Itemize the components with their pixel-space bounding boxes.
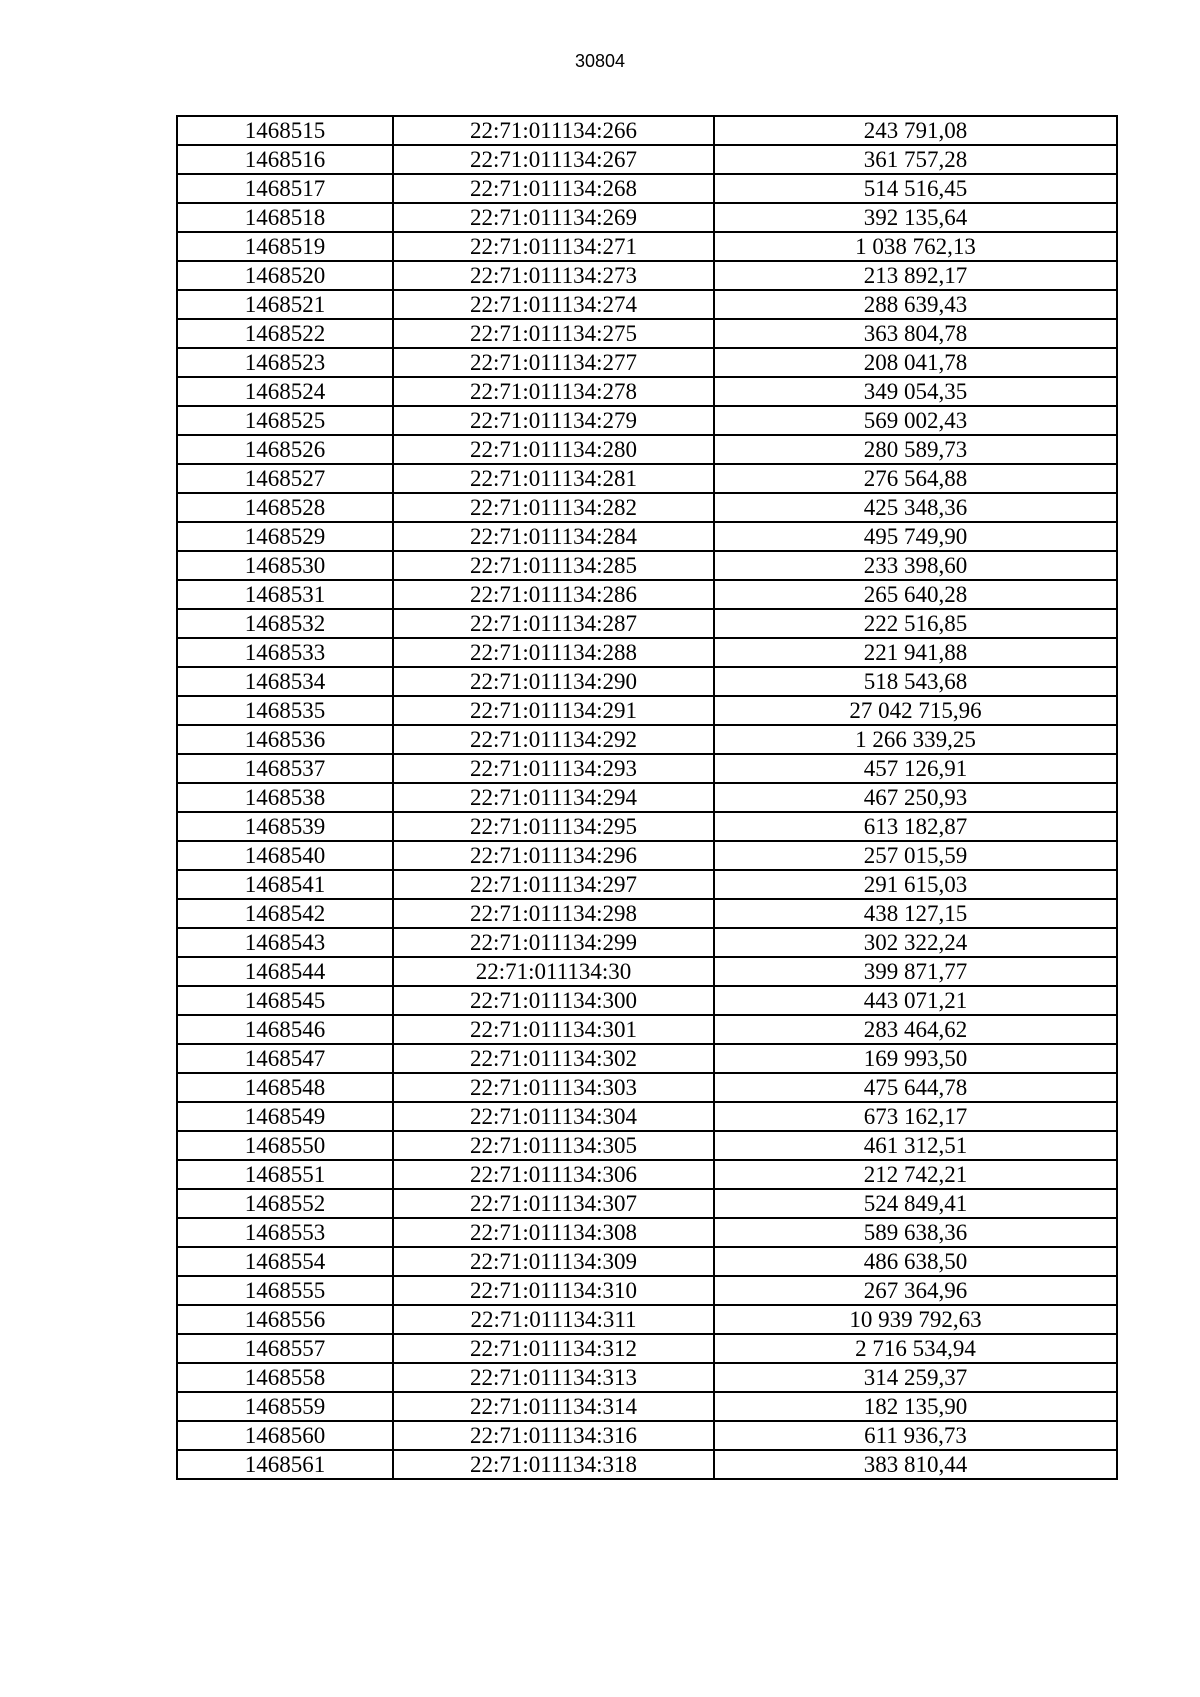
table-row (177, 261, 1117, 290)
cadastral-number-cell: 22:71:011134:292 (393, 725, 714, 754)
cadastral-number-cell: 22:71:011134:290 (393, 667, 714, 696)
row-number-cell: 1468519 (177, 232, 393, 261)
table-row (177, 1131, 1117, 1160)
cadastral-value-cell: 514 516,45 (714, 174, 1117, 203)
cadastral-number-cell: 22:71:011134:269 (393, 203, 714, 232)
cadastral-value-cell: 27 042 715,96 (714, 696, 1117, 725)
cadastral-value-cell: 212 742,21 (714, 1160, 1117, 1189)
row-number-cell: 1468535 (177, 696, 393, 725)
cadastral-number-cell: 22:71:011134:296 (393, 841, 714, 870)
cadastral-number-cell: 22:71:011134:297 (393, 870, 714, 899)
cadastral-value-cell: 208 041,78 (714, 348, 1117, 377)
cadastral-value-cell: 363 804,78 (714, 319, 1117, 348)
cadastral-value-cell: 283 464,62 (714, 1015, 1117, 1044)
cadastral-number-cell: 22:71:011134:273 (393, 261, 714, 290)
row-number-cell: 1468549 (177, 1102, 393, 1131)
cadastral-number-cell: 22:71:011134:305 (393, 1131, 714, 1160)
table-row (177, 928, 1117, 957)
row-number-cell: 1468543 (177, 928, 393, 957)
cadastral-number-cell: 22:71:011134:309 (393, 1247, 714, 1276)
cadastral-number-cell: 22:71:011134:277 (393, 348, 714, 377)
cadastral-value-cell: 302 322,24 (714, 928, 1117, 957)
table-row (177, 319, 1117, 348)
cadastral-number-cell: 22:71:011134:311 (393, 1305, 714, 1334)
row-number-cell: 1468529 (177, 522, 393, 551)
cadastral-number-cell: 22:71:011134:308 (393, 1218, 714, 1247)
row-number-cell: 1468531 (177, 580, 393, 609)
cadastral-value-cell: 461 312,51 (714, 1131, 1117, 1160)
row-number-cell: 1468527 (177, 464, 393, 493)
cadastral-number-cell: 22:71:011134:304 (393, 1102, 714, 1131)
cadastral-value-cell: 611 936,73 (714, 1421, 1117, 1450)
row-number-cell: 1468546 (177, 1015, 393, 1044)
cadastral-number-cell: 22:71:011134:271 (393, 232, 714, 261)
table-body (177, 116, 1117, 1479)
table-row (177, 754, 1117, 783)
cadastral-number-cell: 22:71:011134:291 (393, 696, 714, 725)
table-row (177, 116, 1117, 145)
table-row (177, 406, 1117, 435)
row-number-cell: 1468552 (177, 1189, 393, 1218)
table-row (177, 1102, 1117, 1131)
table-row (177, 377, 1117, 406)
page-number: 30804 (574, 51, 626, 71)
table-row (177, 580, 1117, 609)
cadastral-value-cell: 257 015,59 (714, 841, 1117, 870)
row-number-cell: 1468557 (177, 1334, 393, 1363)
table-row (177, 1450, 1117, 1479)
cadastral-value-cell: 291 615,03 (714, 870, 1117, 899)
cadastral-number-cell: 22:71:011134:293 (393, 754, 714, 783)
row-number-cell: 1468540 (177, 841, 393, 870)
cadastral-number-cell: 22:71:011134:267 (393, 145, 714, 174)
row-number-cell: 1468542 (177, 899, 393, 928)
cadastral-value-cell: 475 644,78 (714, 1073, 1117, 1102)
table-row (177, 435, 1117, 464)
table-row (177, 696, 1117, 725)
table-row (177, 1305, 1117, 1334)
cadastral-value-cell: 399 871,77 (714, 957, 1117, 986)
cadastral-number-cell: 22:71:011134:275 (393, 319, 714, 348)
table-row (177, 1247, 1117, 1276)
cadastral-number-cell: 22:71:011134:30 (393, 957, 714, 986)
cadastral-value-cell: 495 749,90 (714, 522, 1117, 551)
table-row (177, 232, 1117, 261)
table-row (177, 1421, 1117, 1450)
table-row (177, 464, 1117, 493)
cadastral-value-cell: 425 348,36 (714, 493, 1117, 522)
cadastral-value-cell: 524 849,41 (714, 1189, 1117, 1218)
row-number-cell: 1468536 (177, 725, 393, 754)
cadastral-number-cell: 22:71:011134:318 (393, 1450, 714, 1479)
table-row (177, 145, 1117, 174)
cadastral-value-cell: 467 250,93 (714, 783, 1117, 812)
row-number-cell: 1468518 (177, 203, 393, 232)
row-number-cell: 1468556 (177, 1305, 393, 1334)
table-row (177, 174, 1117, 203)
cadastral-number-cell: 22:71:011134:314 (393, 1392, 714, 1421)
row-number-cell: 1468537 (177, 754, 393, 783)
cadastral-value-cell: 314 259,37 (714, 1363, 1117, 1392)
cadastral-number-cell: 22:71:011134:303 (393, 1073, 714, 1102)
row-number-cell: 1468520 (177, 261, 393, 290)
cadastral-value-cell: 2 716 534,94 (714, 1334, 1117, 1363)
table-row (177, 812, 1117, 841)
cadastral-number-cell: 22:71:011134:286 (393, 580, 714, 609)
table-row (177, 1363, 1117, 1392)
table-row (177, 1044, 1117, 1073)
cadastral-value-cell: 392 135,64 (714, 203, 1117, 232)
row-number-cell: 1468526 (177, 435, 393, 464)
cadastral-number-cell: 22:71:011134:302 (393, 1044, 714, 1073)
row-number-cell: 1468517 (177, 174, 393, 203)
table-row (177, 1160, 1117, 1189)
row-number-cell: 1468550 (177, 1131, 393, 1160)
row-number-cell: 1468521 (177, 290, 393, 319)
table-row (177, 870, 1117, 899)
cadastral-number-cell: 22:71:011134:274 (393, 290, 714, 319)
cadastral-value-cell: 486 638,50 (714, 1247, 1117, 1276)
table-row (177, 986, 1117, 1015)
table-row (177, 725, 1117, 754)
cadastral-number-cell: 22:71:011134:307 (393, 1189, 714, 1218)
row-number-cell: 1468551 (177, 1160, 393, 1189)
row-number-cell: 1468538 (177, 783, 393, 812)
cadastral-value-cell: 169 993,50 (714, 1044, 1117, 1073)
cadastral-number-cell: 22:71:011134:312 (393, 1334, 714, 1363)
cadastral-value-cell: 182 135,90 (714, 1392, 1117, 1421)
row-number-cell: 1468516 (177, 145, 393, 174)
row-number-cell: 1468544 (177, 957, 393, 986)
cadastral-value-cell: 673 162,17 (714, 1102, 1117, 1131)
cadastral-number-cell: 22:71:011134:301 (393, 1015, 714, 1044)
cadastral-value-cell: 10 939 792,63 (714, 1305, 1117, 1334)
cadastral-number-cell: 22:71:011134:294 (393, 783, 714, 812)
row-number-cell: 1468541 (177, 870, 393, 899)
table-row (177, 1189, 1117, 1218)
cadastral-number-cell: 22:71:011134:282 (393, 493, 714, 522)
cadastral-value-cell: 589 638,36 (714, 1218, 1117, 1247)
cadastral-value-cell: 443 071,21 (714, 986, 1117, 1015)
cadastral-value-cell: 233 398,60 (714, 551, 1117, 580)
cadastral-value-cell: 265 640,28 (714, 580, 1117, 609)
cadastral-number-cell: 22:71:011134:281 (393, 464, 714, 493)
cadastral-value-cell: 361 757,28 (714, 145, 1117, 174)
cadastral-number-cell: 22:71:011134:279 (393, 406, 714, 435)
cadastral-number-cell: 22:71:011134:287 (393, 609, 714, 638)
cadastral-number-cell: 22:71:011134:299 (393, 928, 714, 957)
row-number-cell: 1468534 (177, 667, 393, 696)
row-number-cell: 1468547 (177, 1044, 393, 1073)
table-row (177, 1015, 1117, 1044)
table-row (177, 551, 1117, 580)
row-number-cell: 1468524 (177, 377, 393, 406)
row-number-cell: 1468539 (177, 812, 393, 841)
row-number-cell: 1468560 (177, 1421, 393, 1450)
row-number-cell: 1468561 (177, 1450, 393, 1479)
cadastral-value-cell: 222 516,85 (714, 609, 1117, 638)
cadastral-value-cell: 1 266 339,25 (714, 725, 1117, 754)
table-row (177, 1334, 1117, 1363)
table-row (177, 667, 1117, 696)
cadastral-value-cell: 280 589,73 (714, 435, 1117, 464)
cadastral-value-cell: 457 126,91 (714, 754, 1117, 783)
cadastral-value-cell: 288 639,43 (714, 290, 1117, 319)
cadastral-number-cell: 22:71:011134:298 (393, 899, 714, 928)
row-number-cell: 1468522 (177, 319, 393, 348)
table-row (177, 638, 1117, 667)
row-number-cell: 1468558 (177, 1363, 393, 1392)
cadastral-number-cell: 22:71:011134:288 (393, 638, 714, 667)
cadastral-number-cell: 22:71:011134:306 (393, 1160, 714, 1189)
table-row (177, 899, 1117, 928)
row-number-cell: 1468530 (177, 551, 393, 580)
row-number-cell: 1468528 (177, 493, 393, 522)
cadastral-number-cell: 22:71:011134:284 (393, 522, 714, 551)
cadastral-value-cell: 1 038 762,13 (714, 232, 1117, 261)
cadastral-number-cell: 22:71:011134:310 (393, 1276, 714, 1305)
cadastral-value-cell: 243 791,08 (714, 116, 1117, 145)
table-row (177, 841, 1117, 870)
row-number-cell: 1468559 (177, 1392, 393, 1421)
table-row (177, 957, 1117, 986)
row-number-cell: 1468553 (177, 1218, 393, 1247)
table-row (177, 348, 1117, 377)
row-number-cell: 1468555 (177, 1276, 393, 1305)
table-row (177, 783, 1117, 812)
cadastral-value-cell: 267 364,96 (714, 1276, 1117, 1305)
table-row (177, 1073, 1117, 1102)
table-row (177, 522, 1117, 551)
cadastral-value-cell: 613 182,87 (714, 812, 1117, 841)
cadastral-number-cell: 22:71:011134:268 (393, 174, 714, 203)
table-row (177, 493, 1117, 522)
cadastral-value-cell: 213 892,17 (714, 261, 1117, 290)
table-row (177, 609, 1117, 638)
cadastral-number-cell: 22:71:011134:316 (393, 1421, 714, 1450)
cadastral-value-table (176, 115, 1118, 1480)
row-number-cell: 1468532 (177, 609, 393, 638)
cadastral-value-cell: 438 127,15 (714, 899, 1117, 928)
cadastral-number-cell: 22:71:011134:300 (393, 986, 714, 1015)
row-number-cell: 1468523 (177, 348, 393, 377)
cadastral-number-cell: 22:71:011134:280 (393, 435, 714, 464)
row-number-cell: 1468515 (177, 116, 393, 145)
table-row (177, 203, 1117, 232)
table-row (177, 290, 1117, 319)
cadastral-value-cell: 221 941,88 (714, 638, 1117, 667)
table-row (177, 1276, 1117, 1305)
row-number-cell: 1468554 (177, 1247, 393, 1276)
row-number-cell: 1468545 (177, 986, 393, 1015)
cadastral-number-cell: 22:71:011134:285 (393, 551, 714, 580)
row-number-cell: 1468533 (177, 638, 393, 667)
cadastral-value-cell: 518 543,68 (714, 667, 1117, 696)
cadastral-value-cell: 383 810,44 (714, 1450, 1117, 1479)
cadastral-number-cell: 22:71:011134:295 (393, 812, 714, 841)
row-number-cell: 1468548 (177, 1073, 393, 1102)
cadastral-value-cell: 569 002,43 (714, 406, 1117, 435)
table-row (177, 1392, 1117, 1421)
table-row (177, 1218, 1117, 1247)
cadastral-number-cell: 22:71:011134:266 (393, 116, 714, 145)
cadastral-value-cell: 349 054,35 (714, 377, 1117, 406)
cadastral-number-cell: 22:71:011134:313 (393, 1363, 714, 1392)
cadastral-number-cell: 22:71:011134:278 (393, 377, 714, 406)
cadastral-value-cell: 276 564,88 (714, 464, 1117, 493)
row-number-cell: 1468525 (177, 406, 393, 435)
